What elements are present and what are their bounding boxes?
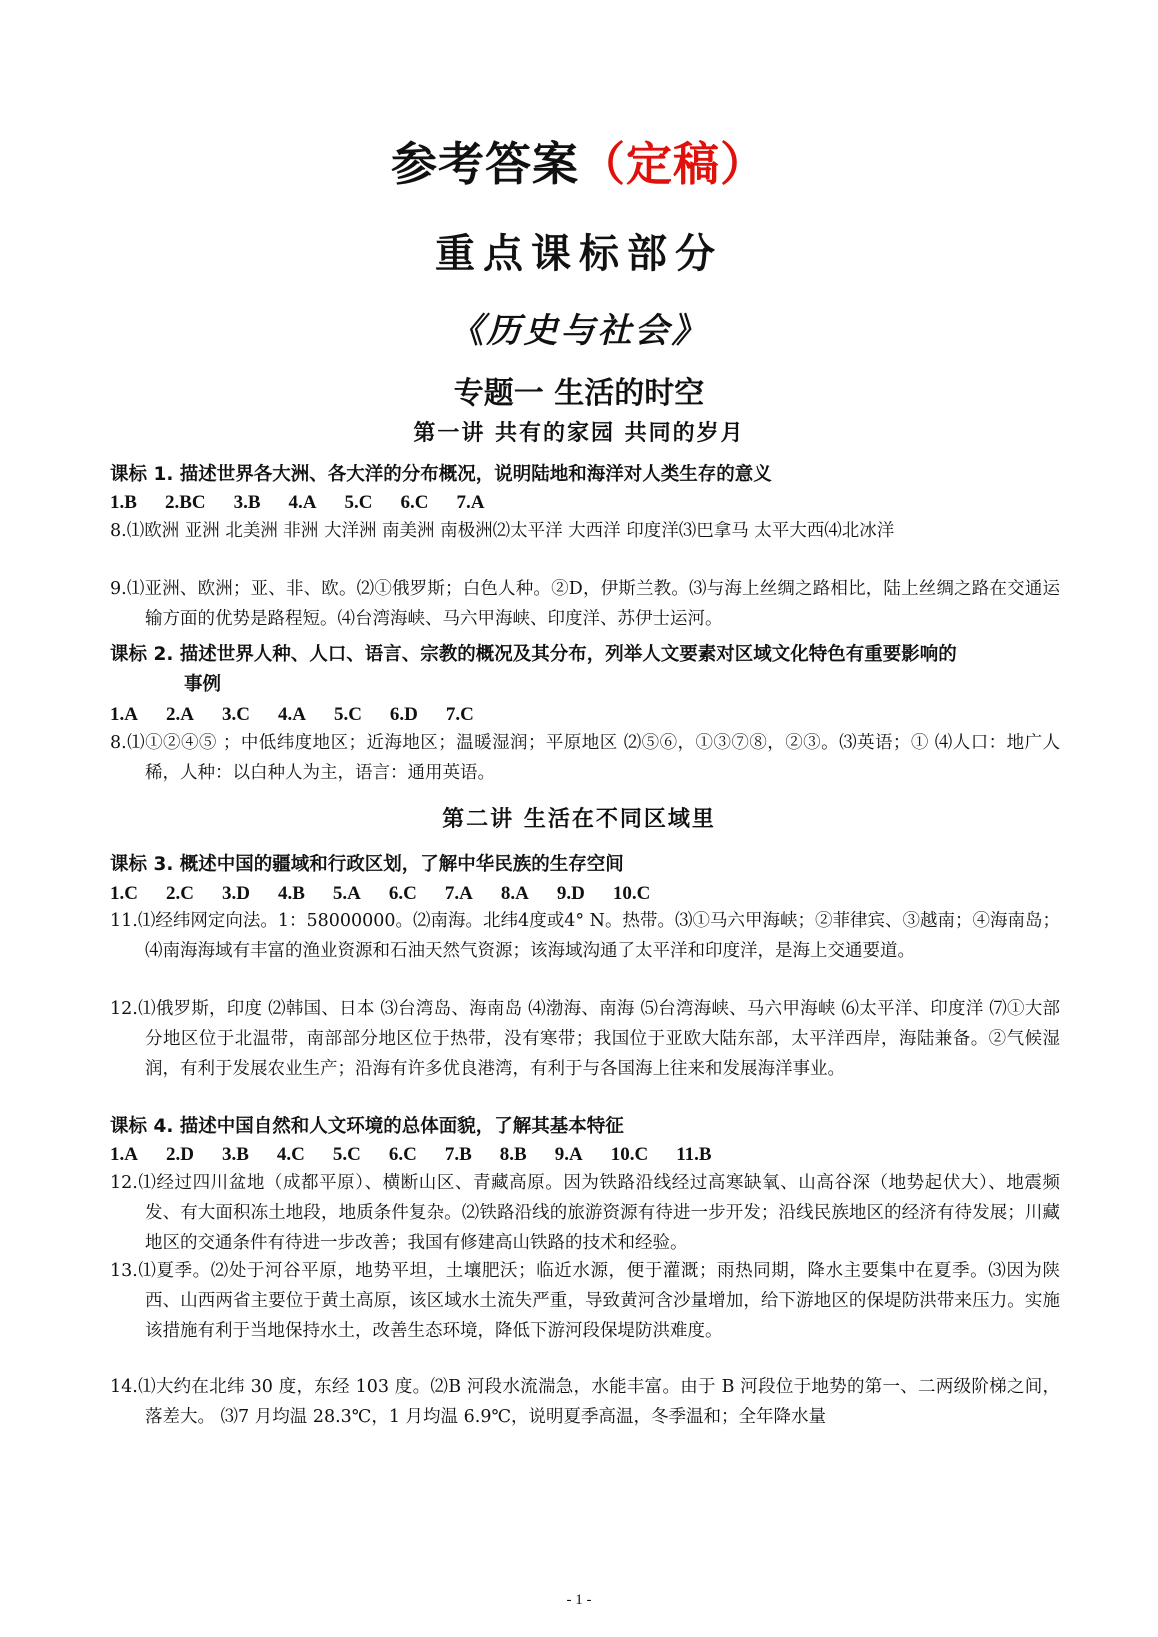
mc-answer: 7.B — [444, 1144, 472, 1165]
mc-answer: 3.C — [221, 704, 250, 725]
standard-label-cont: 事例 — [184, 674, 222, 695]
mc-answer: 5.C — [332, 1144, 361, 1165]
part-title: 重点课标部分 — [435, 230, 723, 277]
answer-paragraph: 12.⑴经过四川盆地（成都平原）、横断山区、青藏高原。因为铁路沿线经过高寒缺氧、山高谷深（地势起伏大）、地震频发、有大面积冻土地段，地质条件复杂。⑵铁路沿线的旅游资源有待进一步开发；沿线民族地区的经济有待发展；川藏地区的交通条件有待进一步改善；我国有修建高山铁路的技术和经验。 — [110, 1173, 1060, 1253]
answer-paragraph: 13.⑴夏季。⑵处于河谷平原，地势平坦，土壤肥沃；临近水源，便于灌溉；雨热同期，降水主要集中在夏季。⑶因为陕西、山西两省主要位于黄土高原，该区域水土流失严重，导致黄河含沙量增加，给下游地区的保堤防洪带来压力。实施该措施有利于当地保持水土，改善生态环境，降低下游河段保堤防洪难度。 — [110, 1261, 1060, 1341]
page-title — [0, 128, 1158, 194]
mc-answer: 6.C — [388, 1144, 417, 1165]
answer-paragraph: 12.⑴俄罗斯，印度 ⑵韩国、日本 ⑶台湾岛、海南岛 ⑷渤海、南海 ⑸台湾海峡、马六甲海峡 ⑹太平洋、印度洋 ⑺①大部分地区位于北温带，南部部分地区位于热带，没有寒带；我国位于亚欧大陆东部，太平洋西岸，海陆兼备。②气候湿润，有利于发展农业生产；沿海有许多优良港湾，有利于与各国海上往来和发展海洋事业。 — [110, 999, 1060, 1079]
mc-answer: 5.C — [333, 704, 362, 725]
mc-answer: 8.A — [500, 883, 529, 904]
mc-answer: 6.C — [388, 883, 417, 904]
mc-answer: 4.C — [276, 1144, 305, 1165]
mc-answer: 7.A — [444, 883, 473, 904]
standard-heading-3: 课标 3. 概述中国的疆域和行政区划，了解中华民族的生存空间 — [110, 854, 624, 875]
standard-heading-4: 课标 4. 描述中国自然和人文环境的总体面貌，了解其基本特征 — [110, 1116, 624, 1137]
mc-answers-row — [110, 489, 512, 517]
mc-answer: 4.A — [277, 704, 306, 725]
mc-answer: 11.B — [676, 1144, 712, 1165]
mc-answer: 1.A — [110, 1144, 138, 1165]
title-highlight: （定稿） — [579, 137, 767, 191]
mc-answer: 9.D — [556, 883, 585, 904]
mc-answer: 3.B — [221, 1144, 249, 1165]
lecture-heading-1: 第一讲 共有的家园 共同的岁月 — [413, 420, 745, 446]
mc-answer: 1.C — [110, 883, 138, 904]
mc-answer: 4.A — [288, 492, 317, 513]
page-number: - 1 - — [566, 1592, 592, 1608]
mc-answer: 4.B — [277, 883, 305, 904]
mc-answer: 5.A — [332, 883, 361, 904]
mc-answer: 5.C — [344, 492, 373, 513]
mc-answer: 3.B — [233, 492, 261, 513]
mc-answers-row — [110, 701, 502, 729]
standard-label: 课标 2. 描述世界人种、人口、语言、宗教的概况及其分布，列举人文要素对区域文化特色有重要影响的 — [110, 644, 957, 665]
mc-answer: 1.B — [110, 492, 137, 513]
mc-answer: 9.A — [554, 1144, 583, 1165]
answer-paragraph: 8.⑴欧洲 亚洲 北美洲 非洲 大洋洲 南美洲 南极洲⑵太平洋 大西洋 印度洋⑶巴拿马 太平大西⑷北冰洋 — [110, 521, 895, 541]
mc-answers-row — [110, 1141, 740, 1169]
mc-answer: 8.B — [499, 1144, 527, 1165]
mc-answer: 2.BC — [164, 492, 206, 513]
mc-answer: 7.C — [445, 704, 474, 725]
mc-answer: 7.A — [456, 492, 485, 513]
mc-answer: 10.C — [610, 1144, 649, 1165]
mc-answer: 2.C — [165, 883, 194, 904]
lecture-heading-2: 第二讲 生活在不同区域里 — [442, 806, 716, 832]
subject-title: 《历史与社会》 — [449, 311, 709, 351]
answer-paragraph: 14.⑴大约在北纬 30 度，东经 103 度。⑵B 河段水流湍急，水能丰富。由于 B 河段位于地势的第一、二两级阶梯之间，落差大。 ⑶7 月均温 28.3℃，1 月均温 6.9℃，说明夏季高温，冬季温和；全年降水量 — [110, 1377, 1060, 1427]
standard-heading-1: 课标 1. 描述世界各大洲、各大洋的分布概况，说明陆地和海洋对人类生存的意义 — [110, 464, 772, 485]
title-main: 参考答案 — [391, 137, 579, 191]
mc-answers-row — [110, 880, 678, 908]
mc-answer: 6.C — [400, 492, 429, 513]
mc-answer: 6.D — [389, 704, 418, 725]
mc-answer: 1.A — [110, 704, 138, 725]
answer-paragraph: 11.⑴经纬网定向法。1：58000000。⑵南海。北纬4度或4° N。热带。⑶①马六甲海峡；②菲律宾、③越南；④海南岛；⑷南海海域有丰富的渔业资源和石油天然气资源；该海域沟通了太平洋和印度洋，是海上交通要道。 — [110, 911, 1060, 961]
answer-paragraph: 8.⑴①②④⑤ ；中低纬度地区；近海地区；温暖湿润；平原地区 ⑵⑤⑥，①③⑦⑧，②③。⑶英语；① ⑷人口：地广人稀，人种：以白种人为主，语言：通用英语。 — [110, 733, 1060, 783]
standard-heading-2 — [110, 640, 1060, 700]
mc-answer: 2.A — [165, 704, 194, 725]
mc-answer: 10.C — [612, 883, 651, 904]
mc-answer: 3.D — [221, 883, 250, 904]
answer-paragraph: 9.⑴亚洲、欧洲；亚、非、欧。⑵①俄罗斯；白色人种。②D，伊斯兰教。⑶与海上丝绸之路相比，陆上丝绸之路在交通运输方面的优势是路程短。⑷台湾海峡、马六甲海峡、印度洋、苏伊士运河。 — [110, 579, 1060, 629]
mc-answer: 2.D — [165, 1144, 194, 1165]
topic-title: 专题一 生活的时空 — [453, 376, 705, 411]
